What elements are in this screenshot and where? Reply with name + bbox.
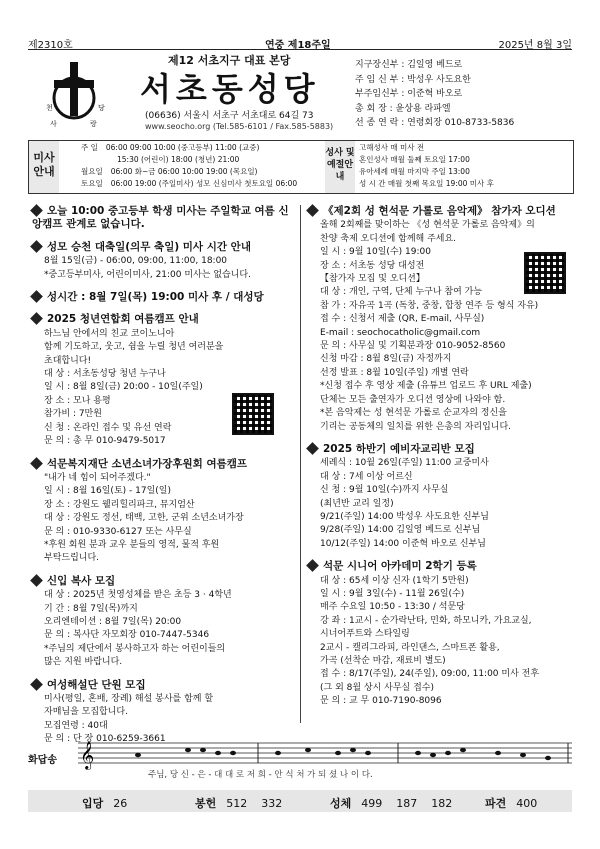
diamond-bullet-icon: [30, 678, 43, 691]
schedule-times: 06:00 19:00 (주일미사) 성모 신심미사 첫토요일 06:00: [110, 179, 298, 188]
liturgy-week: 연중 제18주일: [265, 40, 331, 51]
clergy-line: 지구장신부 : 김일영 베드로: [355, 60, 463, 70]
notice-line: 문 의 : 복사단 자모회장 010-7447-5346: [44, 630, 210, 641]
notice-line: 대 상 : 7세 이상 어르신: [320, 471, 413, 482]
notice-line: E-mail : seochocatholic@gmail.com: [320, 327, 481, 338]
notice-line: 문 의 : 총 무 010-9479-5017: [44, 436, 166, 447]
notice-line: 부탁드립니다.: [44, 553, 100, 564]
subtitle: 제12 서초지구 대표 본당: [168, 54, 291, 67]
clergy-line: 선 종 연 락 : 연령회장 010-8733-5836: [355, 118, 515, 129]
svg-text:천: 천: [46, 104, 53, 112]
notice-title: 2025 하반기 예비자교리반 모집: [308, 443, 570, 456]
notice-line: *신청 접수 후 영상 제출 (유튜브 업로드 후 URL 제출): [320, 381, 532, 392]
notice-line: 문 의 : 010-9330-6127 또는 사무실: [44, 526, 192, 537]
notice-line: 8월 15일(금) - 06:00, 09:00, 11:00, 18:00: [44, 256, 228, 267]
church-logo-icon: [40, 60, 110, 132]
notice-title: 성시간 : 8월 7일(목) 19:00 미사 후 / 대성당: [32, 291, 294, 304]
notice-line: 참 가 : 자유곡 1곡 (독창, 중창, 합창 연주 등 형식 자유): [320, 300, 539, 311]
issue-number: 제2310호: [28, 40, 73, 51]
sacrament-time: 매월 마지막 주일 13:00: [390, 167, 470, 176]
notice-line: 10/12(주일) 14:00 이준혁 바오로 신부님: [320, 538, 486, 549]
svg-text:당: 당: [98, 104, 105, 112]
notice-section: [308, 205, 570, 434]
notice-line: 장 소 : 서초동 성당 대성전: [320, 260, 425, 271]
notice-section: [32, 241, 294, 282]
notice-line: *본 음악제는 성 현석문 가롤로 순교자의 정신을: [320, 408, 507, 419]
notice-line: 함께 기도하고, 웃고, 쉼을 누릴 청년 여러분을: [44, 342, 224, 353]
notice-line: 참가비 : 7만원: [44, 409, 102, 420]
sacrament-name: 성 시 간: [359, 179, 386, 188]
notice-line: 오리엔테이션 : 8월 7일(목) 20:00: [44, 616, 182, 627]
schedule-times: 15:30 (어린이) 18:00 (청년) 21:00: [117, 155, 240, 164]
diamond-bullet-icon: [306, 559, 319, 572]
qr-code-icon[interactable]: [524, 252, 566, 294]
notice-title: 2025 청년연합회 여름캠프 안내: [32, 313, 294, 326]
notice-line: "내가 네 힘이 되어주겠다.": [44, 472, 151, 483]
notice-line: 세례식 : 10월 26일(주일) 11:00 교중미사: [320, 458, 489, 469]
clergy-list: [355, 58, 514, 131]
notice-title: 석문 시니어 아카데미 2학기 등록: [308, 560, 570, 573]
notice-line: 장 소 : 모나 용평: [44, 395, 111, 406]
svg-text:사: 사: [50, 120, 57, 128]
notice-line: 신 청 : 온라인 접수 및 유선 연락: [44, 422, 172, 433]
issue-date: 2025년 8월 3일: [498, 40, 572, 51]
music-score: [28, 735, 572, 783]
notice-line: 접 수 : 8/17(주일), 24(주일), 09:00, 11:00 미사 전후: [320, 669, 540, 680]
mass-label: 미사 안내: [29, 141, 59, 193]
schedule-times: 06:00 화~금 06:00 10:00 19:00 (목요일): [110, 167, 258, 176]
diamond-bullet-icon: [30, 574, 43, 587]
schedule-day: 월요일: [81, 167, 103, 176]
church-name: 서초동성당: [140, 70, 320, 108]
schedule-times: 06:00 09:00 10:00 (중고등부) 11:00 (교중): [105, 143, 260, 152]
sacrament-name: 유아세례: [359, 167, 388, 176]
notice-line: 미사(평일, 혼배, 장례) 해설 봉사를 함께 할: [44, 694, 214, 704]
notice-line: 모집연령 : 40대: [44, 720, 108, 731]
notice-line: 초대합니다!: [44, 355, 92, 366]
staff-icon: [78, 737, 572, 771]
stat-offertory: 봉헌 512 332: [195, 797, 283, 810]
notice-line: 일 시 : 8월 8일(금) 20:00 - 10일(주일): [44, 382, 203, 393]
notice-line: 기 간 : 8월 7일(목)까지: [44, 603, 138, 614]
svg-text:𝄞: 𝄞: [80, 741, 95, 769]
notice-title: 신입 복사 모집: [32, 575, 294, 588]
sacrament-name: 고해성사: [359, 143, 388, 152]
sacrament-name: 혼인성사: [359, 155, 388, 164]
sacrament-time: 매월 첫째 목요일 19:00 미사 후: [387, 179, 494, 188]
notice-line: 많은 지원 바랍니다.: [44, 657, 123, 668]
notice-line: 일 시 : 9월 10일(수) 19:00: [320, 247, 431, 258]
notice-line: 대 상 : 65세 이상 신자 (1학기 5만원): [320, 575, 469, 586]
notice-line: *주님의 제단에서 봉사하고자 하는 어린이들의: [44, 643, 226, 654]
notice-section: [308, 443, 570, 551]
notice-title: 《제2회 성 현석문 가롤로 음악제》 참가자 오디션: [308, 205, 570, 218]
qr-code-icon[interactable]: [232, 393, 274, 435]
notice-line: 【참가자 모집 및 오디션】: [320, 274, 425, 285]
clergy-line: 부주임신부 : 이준혁 바오로: [355, 89, 463, 100]
notice-line: 단체는 모든 출연자가 오디션 영상에 나와야 함.: [320, 394, 506, 405]
diamond-bullet-icon: [30, 240, 43, 253]
clergy-line: 총 회 장 : 윤상용 라파엘: [355, 103, 451, 114]
schedule-day: 토요일: [81, 179, 103, 188]
diamond-bullet-icon: [306, 442, 319, 455]
stat-communion: 성체 499 187 182: [330, 797, 453, 810]
notice-line: 대 상 : 2025년 첫영성체를 받은 초등 3 · 4학년: [44, 590, 232, 601]
notice-line: 매주 수요일 10:50 - 13:30 / 석문당: [320, 602, 465, 613]
notice-line: *중고등부미사, 어린이미사, 21:00 미사는 없습니다.: [44, 269, 251, 280]
music-label: 화답송: [28, 755, 57, 766]
schedule-day: 주 일: [81, 143, 98, 152]
notice-title: 여성해설단 단원 모집: [32, 679, 294, 692]
notice-section: [32, 575, 294, 670]
notice-line: *후원 회원 분과 교우 분들의 영적, 물적 후원: [44, 539, 220, 550]
notice-line: 가곡 (선착순 마감, 재료비 별도): [320, 656, 446, 666]
notice-line: (최년반 교리 일정): [320, 498, 394, 509]
svg-text:랑: 랑: [90, 120, 97, 128]
stat-entrance: 입당 26: [82, 797, 128, 810]
notice-line: 기리는 공동체의 일치를 위한 은총의 자리입니다.: [320, 421, 512, 432]
notice-line: 하느님 안에서의 친교 코이노니아: [44, 328, 175, 339]
notice-line: 대 상 : 개인, 구역, 단체 누구나 참여 가능: [320, 287, 483, 298]
notice-line: 9/28(주일) 14:00 김일영 베드로 신부님: [320, 525, 481, 536]
left-column: [32, 205, 294, 756]
notice-line: (그 외 8월 상시 사무실 접수): [320, 682, 434, 693]
address: (06636) 서울시 서초구 서초대로 64길 73: [145, 111, 314, 121]
notice-title: 석문복지재단 소년소녀가장후원회 여름캠프: [32, 458, 294, 471]
diamond-bullet-icon: [30, 457, 43, 470]
notice-line: 문 의 : 단 장 010-6259-3661: [44, 734, 166, 745]
notice-line: 일 시 : 9월 3일(수) - 11월 26일(수): [320, 588, 465, 599]
diamond-bullet-icon: [30, 313, 43, 326]
notice-line: 9/21(주일) 14:00 박성우 사도요한 신부님: [320, 511, 489, 522]
stat-dismissal: 파견 400: [485, 797, 538, 810]
notice-section: [32, 205, 294, 232]
sacrament-time: 매월 둘째 토요일 17:00: [390, 155, 470, 164]
notice-line: 대 상 : 강원도 정선, 태백, 고한, 군위 소년소녀가장: [44, 513, 244, 524]
notice-line: 대 상 : 서초동성당 청년 누구나: [44, 369, 166, 380]
notice-line: 문 의 : 사무실 및 기획분과장 010-9052-8560: [320, 341, 506, 352]
diamond-bullet-icon: [306, 204, 319, 217]
schedule-box: [28, 140, 574, 194]
notice-line: 일 시 : 8월 16일(토) - 17일(일): [44, 486, 171, 497]
notice-line: 신 청 : 9월 10일(수)까지 사무실: [320, 485, 449, 496]
notice-title: 성모 승천 대축일(의무 축일) 미사 시간 안내: [32, 241, 294, 254]
notice-line: 자매님을 모집합니다.: [44, 707, 128, 718]
diamond-bullet-icon: [30, 204, 43, 217]
notice-line: 선정 발표 : 8월 10일(주일) 개별 연락: [320, 367, 469, 378]
notice-line: 신청 마감 : 8월 8일(금) 자정까지: [320, 354, 452, 365]
notice-section: [308, 560, 570, 708]
notice-title: 오늘 10:00 중고등부 학생 미사는 주일학교 여름 신앙캠프 관계로 없습니다.: [32, 205, 289, 231]
sacrament-label: 성사 및 예절안내: [325, 141, 355, 193]
notice-section: [32, 291, 294, 304]
lyrics: 주님, 당 신 - 은 - 대 대 로 저 희 - 안 식 처 가 되 셨 나 이 다.: [148, 770, 373, 780]
notice-section: [32, 458, 294, 566]
notice-line: 올해 2회째를 맞이하는 《성 현석문 가롤로 음악제》의: [320, 220, 535, 231]
website[interactable]: www.seocho.org (Tel.585-6101 / Fax.585-5883): [145, 122, 334, 131]
sacrament-time: 매 미사 전: [390, 143, 425, 152]
notice-line: 장 소 : 강원도 웰리힐리파크, 뮤지엄산: [44, 499, 195, 510]
notice-line: 시너어푸트와 스타일링: [320, 629, 410, 640]
clergy-line: 주 임 신 부 : 박성우 사도요한: [355, 74, 471, 85]
notice-line: 2교시 - 캘리그라피, 라인댄스, 스마트폰 활용,: [320, 642, 500, 653]
notice-line: 찬양 축제 오디션에 함께해 주세요.: [320, 233, 457, 244]
notice-line: 강 좌 : 1교시 - 순가락난타, 민화, 하모니카, 가요교실,: [320, 615, 532, 626]
diamond-bullet-icon: [30, 290, 43, 303]
notice-line: 문 의 : 교 무 010-7190-8096: [320, 696, 442, 707]
notice-line: 접 수 : 신청서 제출 (QR, E-mail, 사무실): [320, 314, 485, 325]
